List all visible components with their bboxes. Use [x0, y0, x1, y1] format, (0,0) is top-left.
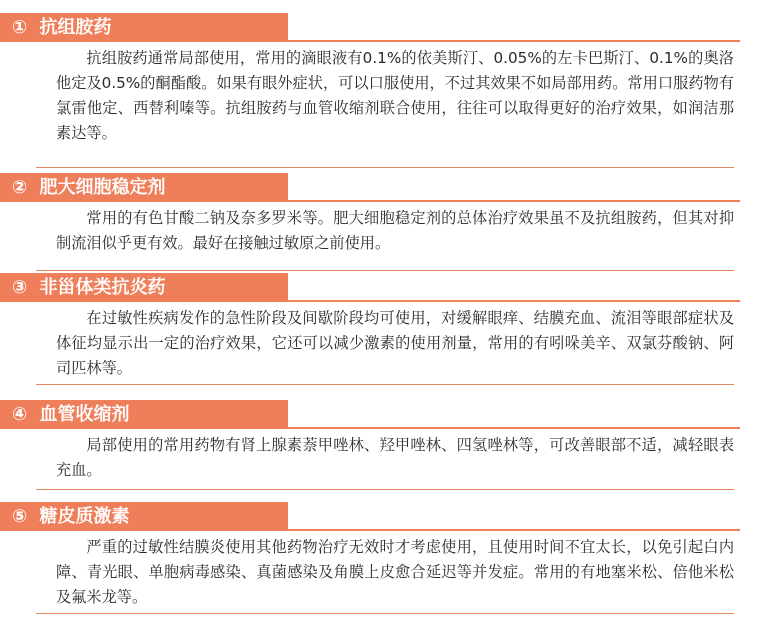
section-number: ②	[12, 177, 28, 198]
section-title: 血管收缩剂	[39, 404, 130, 425]
section-heading	[0, 502, 288, 531]
section-text: 常用的有色甘酸二钠及奈多罗米等。肥大细胞稳定剂的总体治疗效果虽不及抗组胺药，但其对抑制流泪似乎更有效。最好在接触过敏原之前使用。	[56, 209, 734, 252]
section-title: 非甾体类抗炎药	[39, 277, 166, 298]
section-nsaids	[0, 273, 740, 377]
section-text: 在过敏性疾病发作的急性阶段及间歇阶段均可使用，对缓解眼痒、结膜充血、流泪等眼部症状及体征均显示出一定的治疗效果，它还可以减少激素的使用剂量，常用的有吲哚美辛、双氯芬酸钠、阿司匹林等。	[56, 309, 734, 377]
section-heading	[0, 173, 288, 202]
section-mast-cell-stabilizers	[0, 173, 740, 252]
section-number: ①	[12, 17, 28, 38]
section-antihistamines	[0, 13, 740, 142]
section-text: 抗组胺药通常局部使用，常用的滴眼液有0.1%的依美斯汀、0.05%的左卡巴斯汀、0.1%的奥洛他定及0.5%的酮酯酸。如果有眼外症状，可以口服使用，不过其效果不如局部用药。常用口服药物有氯雷他定、西替利嗪等。抗组胺药与血管收缩剂联合使用，往往可以取得更好的治疗效果，如润洁那素达等。	[56, 49, 734, 142]
section-body	[36, 302, 734, 385]
section-number: ⑤	[12, 506, 28, 527]
section-title: 肥大细胞稳定剂	[39, 177, 166, 198]
section-number: ③	[12, 277, 28, 298]
section-body	[36, 42, 734, 168]
section-heading	[0, 273, 288, 302]
section-body	[36, 531, 734, 614]
section-corticosteroids	[0, 502, 740, 606]
section-heading	[0, 400, 288, 429]
section-text: 严重的过敏性结膜炎使用其他药物治疗无效时才考虑使用，且使用时间不宜太长，以免引起白内障、青光眼、单胞病毒感染、真菌感染及角膜上皮愈合延迟等并发症。常用的有地塞米松、倍他米松及氟米龙等。	[56, 538, 734, 606]
section-heading	[0, 13, 288, 42]
section-title: 糖皮质激素	[39, 506, 130, 527]
section-body	[36, 429, 734, 490]
section-text: 局部使用的常用药物有肾上腺素萘甲唑林、羟甲唑林、四氢唑林等，可改善眼部不适，减轻眼表充血。	[56, 436, 734, 479]
section-title: 抗组胺药	[39, 17, 112, 38]
section-vasoconstrictors	[0, 400, 740, 479]
section-body	[36, 202, 734, 271]
section-number: ④	[12, 404, 28, 425]
